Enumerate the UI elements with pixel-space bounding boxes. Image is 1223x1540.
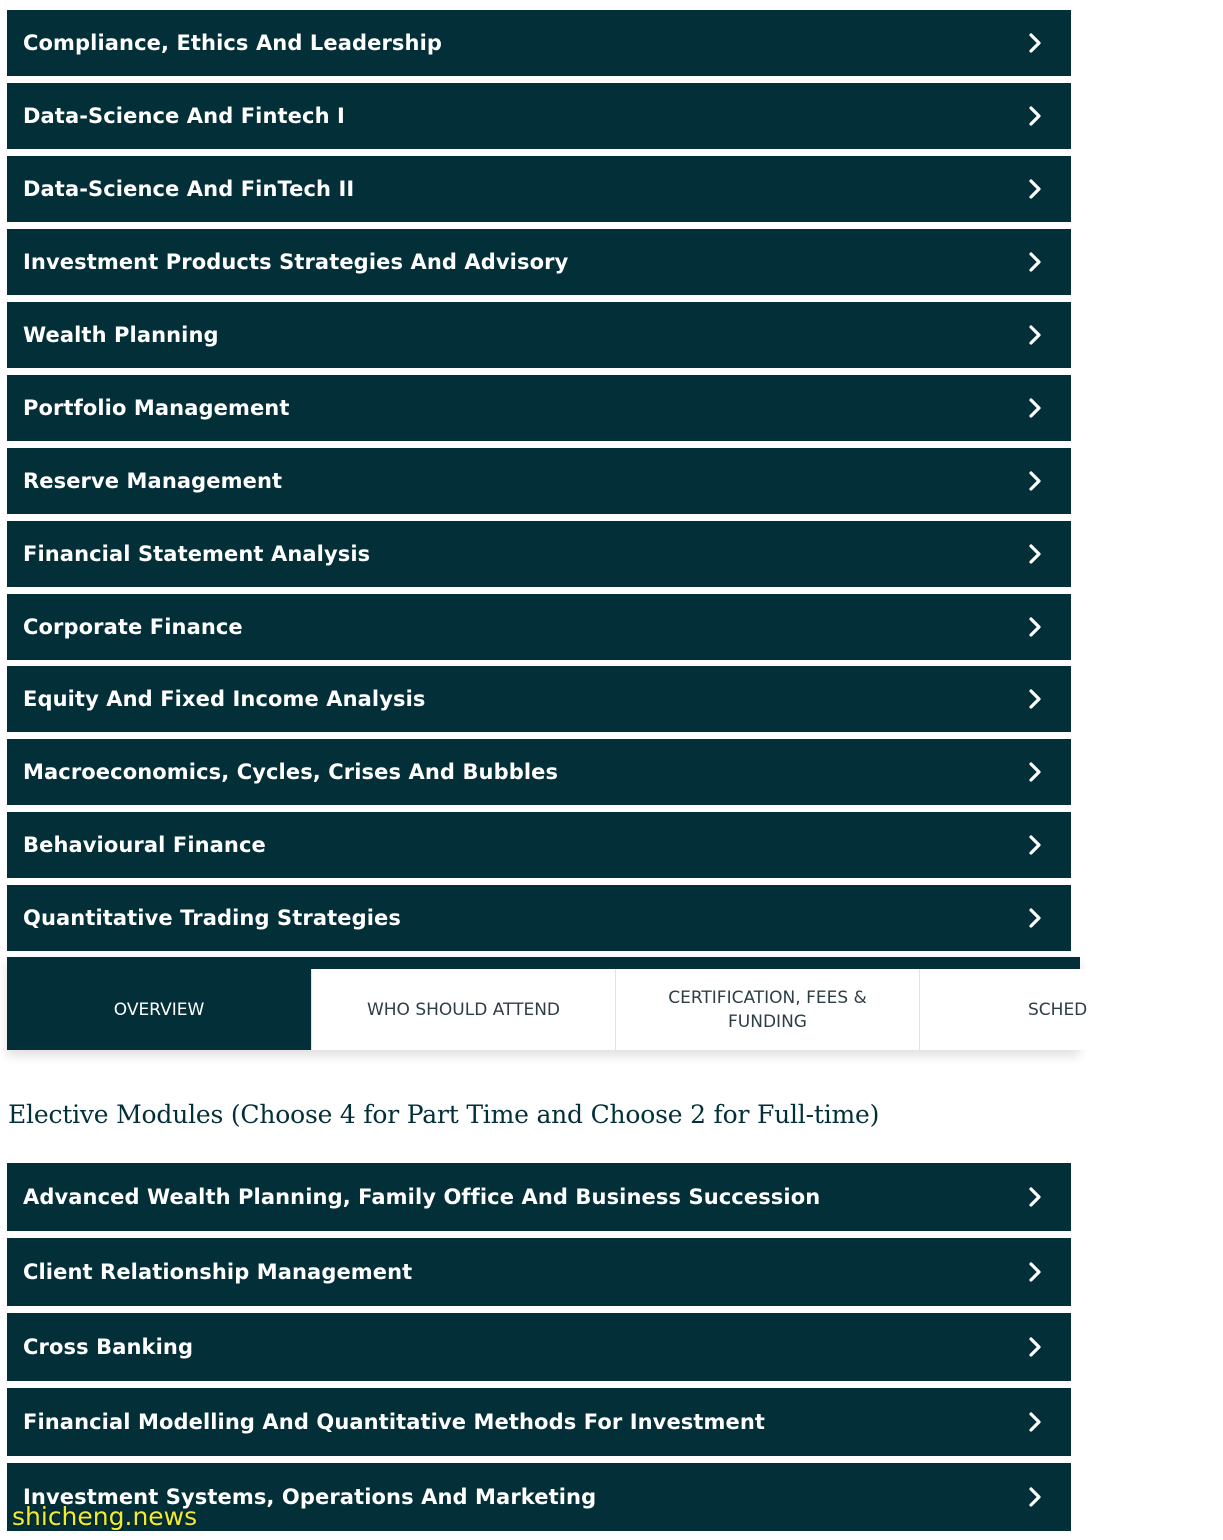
module-item[interactable] bbox=[7, 448, 1071, 514]
module-title: Behavioural Finance bbox=[23, 833, 266, 857]
module-title: Investment Systems, Operations And Marketing bbox=[23, 1485, 597, 1509]
module-item[interactable] bbox=[7, 1238, 1071, 1306]
module-item[interactable] bbox=[7, 885, 1071, 951]
module-item[interactable] bbox=[7, 812, 1071, 878]
chevron-right-icon bbox=[1029, 908, 1041, 928]
chevron-right-icon bbox=[1029, 325, 1041, 345]
chevron-right-icon bbox=[1029, 33, 1041, 53]
module-title: Financial Modelling And Quantitative Methods For Investment bbox=[23, 1410, 766, 1434]
tab-who-should-attend[interactable] bbox=[311, 969, 615, 1050]
chevron-right-icon bbox=[1029, 1262, 1041, 1282]
chevron-right-icon bbox=[1029, 689, 1041, 709]
module-title: Corporate Finance bbox=[23, 615, 243, 639]
tab-overview[interactable] bbox=[7, 969, 311, 1050]
chevron-right-icon bbox=[1029, 1187, 1041, 1207]
module-title: Client Relationship Management bbox=[23, 1260, 413, 1284]
tab-label: WHO SHOULD ATTEND bbox=[366, 999, 561, 1020]
chevron-right-icon bbox=[1029, 106, 1041, 126]
module-item[interactable] bbox=[7, 1388, 1071, 1456]
module-title: Compliance, Ethics And Leadership bbox=[23, 31, 442, 55]
module-item[interactable] bbox=[7, 1163, 1071, 1231]
site-watermark: shicheng.news bbox=[12, 1502, 198, 1531]
section-tab-bar bbox=[7, 957, 1088, 1050]
module-title: Investment Products Strategies And Advisory bbox=[23, 250, 569, 274]
module-item[interactable] bbox=[7, 156, 1071, 222]
chevron-right-icon bbox=[1029, 544, 1041, 564]
tab-label: SCHED bbox=[1028, 999, 1088, 1020]
chevron-right-icon bbox=[1029, 1487, 1041, 1507]
module-title: Wealth Planning bbox=[23, 323, 219, 347]
module-title: Advanced Wealth Planning, Family Office And Business Succession bbox=[23, 1185, 821, 1209]
module-item[interactable] bbox=[7, 375, 1071, 441]
chevron-right-icon bbox=[1029, 835, 1041, 855]
module-title: Equity And Fixed Income Analysis bbox=[23, 687, 426, 711]
chevron-right-icon bbox=[1029, 1412, 1041, 1432]
chevron-right-icon bbox=[1029, 471, 1041, 491]
module-item[interactable] bbox=[7, 10, 1071, 76]
module-item[interactable] bbox=[7, 83, 1071, 149]
elective-modules-heading: Elective Modules (Choose 4 for Part Time and Choose 2 for Full-time) bbox=[8, 1100, 880, 1129]
chevron-right-icon bbox=[1029, 252, 1041, 272]
module-item[interactable] bbox=[7, 229, 1071, 295]
chevron-right-icon bbox=[1029, 762, 1041, 782]
module-title: Quantitative Trading Strategies bbox=[23, 906, 401, 930]
chevron-right-icon bbox=[1029, 1337, 1041, 1357]
module-title: Cross Banking bbox=[23, 1335, 194, 1359]
module-title: Financial Statement Analysis bbox=[23, 542, 371, 566]
chevron-right-icon bbox=[1029, 617, 1041, 637]
module-title: Data-Science And FinTech II bbox=[23, 177, 355, 201]
module-item[interactable] bbox=[7, 666, 1071, 732]
module-item[interactable] bbox=[7, 594, 1071, 660]
tab-schedule[interactable] bbox=[919, 969, 1223, 1050]
module-title: Reserve Management bbox=[23, 469, 283, 493]
chevron-right-icon bbox=[1029, 179, 1041, 199]
tab-label: OVERVIEW bbox=[113, 999, 205, 1020]
module-title: Portfolio Management bbox=[23, 396, 290, 420]
tab-certification-fees-funding[interactable] bbox=[615, 969, 919, 1050]
module-item[interactable] bbox=[7, 1313, 1071, 1381]
module-item[interactable] bbox=[7, 739, 1071, 805]
module-item[interactable] bbox=[7, 521, 1071, 587]
module-item[interactable] bbox=[7, 302, 1071, 368]
module-title: Macroeconomics, Cycles, Crises And Bubbles bbox=[23, 760, 559, 784]
chevron-right-icon bbox=[1029, 398, 1041, 418]
module-title: Data-Science And Fintech I bbox=[23, 104, 345, 128]
tab-label: CERTIFICATION, FEES & FUNDING bbox=[668, 987, 867, 1032]
